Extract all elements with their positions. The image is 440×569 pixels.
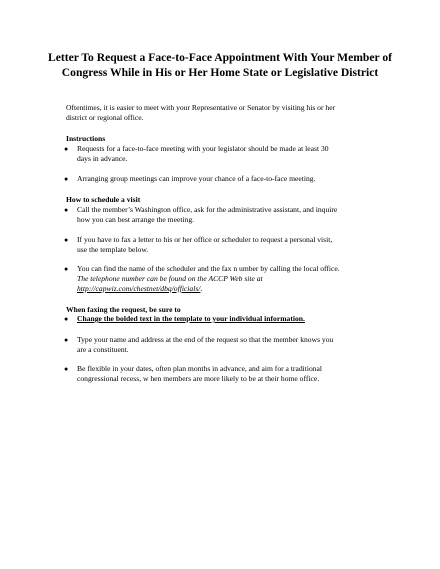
link-trailing-period: . — [200, 284, 203, 293]
faxing-item-3-line-2: congressional recess, w hen members are more likely to be at their home office. — [77, 374, 320, 383]
acp-officials-link[interactable]: http://capwiz.com/chestnet/dbq/officials/ — [77, 284, 201, 293]
instructions-item-1-line-1: Requests for a face-to-face meeting with your legislator should be made at least 30 — [77, 144, 329, 153]
faxing-item-1-line-1: Change the bolded text in the template to your individual information. — [77, 314, 305, 323]
bullet-icon: ● — [64, 315, 69, 323]
instructions-heading: Instructions — [66, 134, 106, 143]
intro-line-1: Oftentimes, it is easier to meet with your Representative or Senator by visiting his or her — [66, 103, 336, 112]
schedule-item-2-line-1: If you have to fax a letter to his or her office or scheduler to request a personal visit, — [77, 235, 333, 244]
bullet-icon: ● — [64, 265, 69, 273]
bullet-icon: ● — [64, 365, 69, 373]
instructions-item-1-line-2: days in advance. — [77, 154, 128, 163]
document-title — [40, 50, 400, 80]
bullet-icon: ● — [64, 336, 69, 344]
faxing-item-3-line-1: Be flexible in your dates, often plan months in advance, and aim for a traditional — [77, 364, 323, 373]
intro-line-2: district or regional office. — [66, 113, 144, 122]
schedule-item-3-line-2: The telephone number can be found on the ACCP Web site at — [77, 274, 263, 283]
bullet-icon: ● — [64, 206, 69, 214]
schedule-item-3-line-3 — [77, 284, 202, 294]
schedule-item-3-line-1: You can find the name of the scheduler and the fax n umber by calling the local office. — [77, 264, 340, 273]
faxing-item-2-line-2: are a constituent. — [77, 345, 129, 354]
schedule-item-2-line-2: use the template below. — [77, 245, 149, 254]
title-line-1: Letter To Request a Face-to-Face Appointment With Your Member of — [47, 51, 393, 64]
faxing-item-2-line-1: Type your name and address at the end of the request so that the member knows you — [77, 335, 334, 344]
schedule-heading: How to schedule a visit — [66, 195, 141, 204]
bullet-icon: ● — [64, 145, 69, 153]
schedule-item-1-line-1: Call the member’s Washington office, ask for the administrative assistant, and inquire — [77, 205, 338, 214]
schedule-item-1-line-2: how you can best arrange the meeting. — [77, 215, 195, 224]
bullet-icon: ● — [64, 175, 69, 183]
title-line-2: Congress While in His or Her Home State or Legislative District — [61, 66, 379, 79]
instructions-item-2-line-1: Arranging group meetings can improve your chance of a face-to-face meeting. — [77, 174, 316, 183]
faxing-heading: When faxing the request, be sure to — [66, 305, 181, 314]
bullet-icon: ● — [64, 236, 69, 244]
